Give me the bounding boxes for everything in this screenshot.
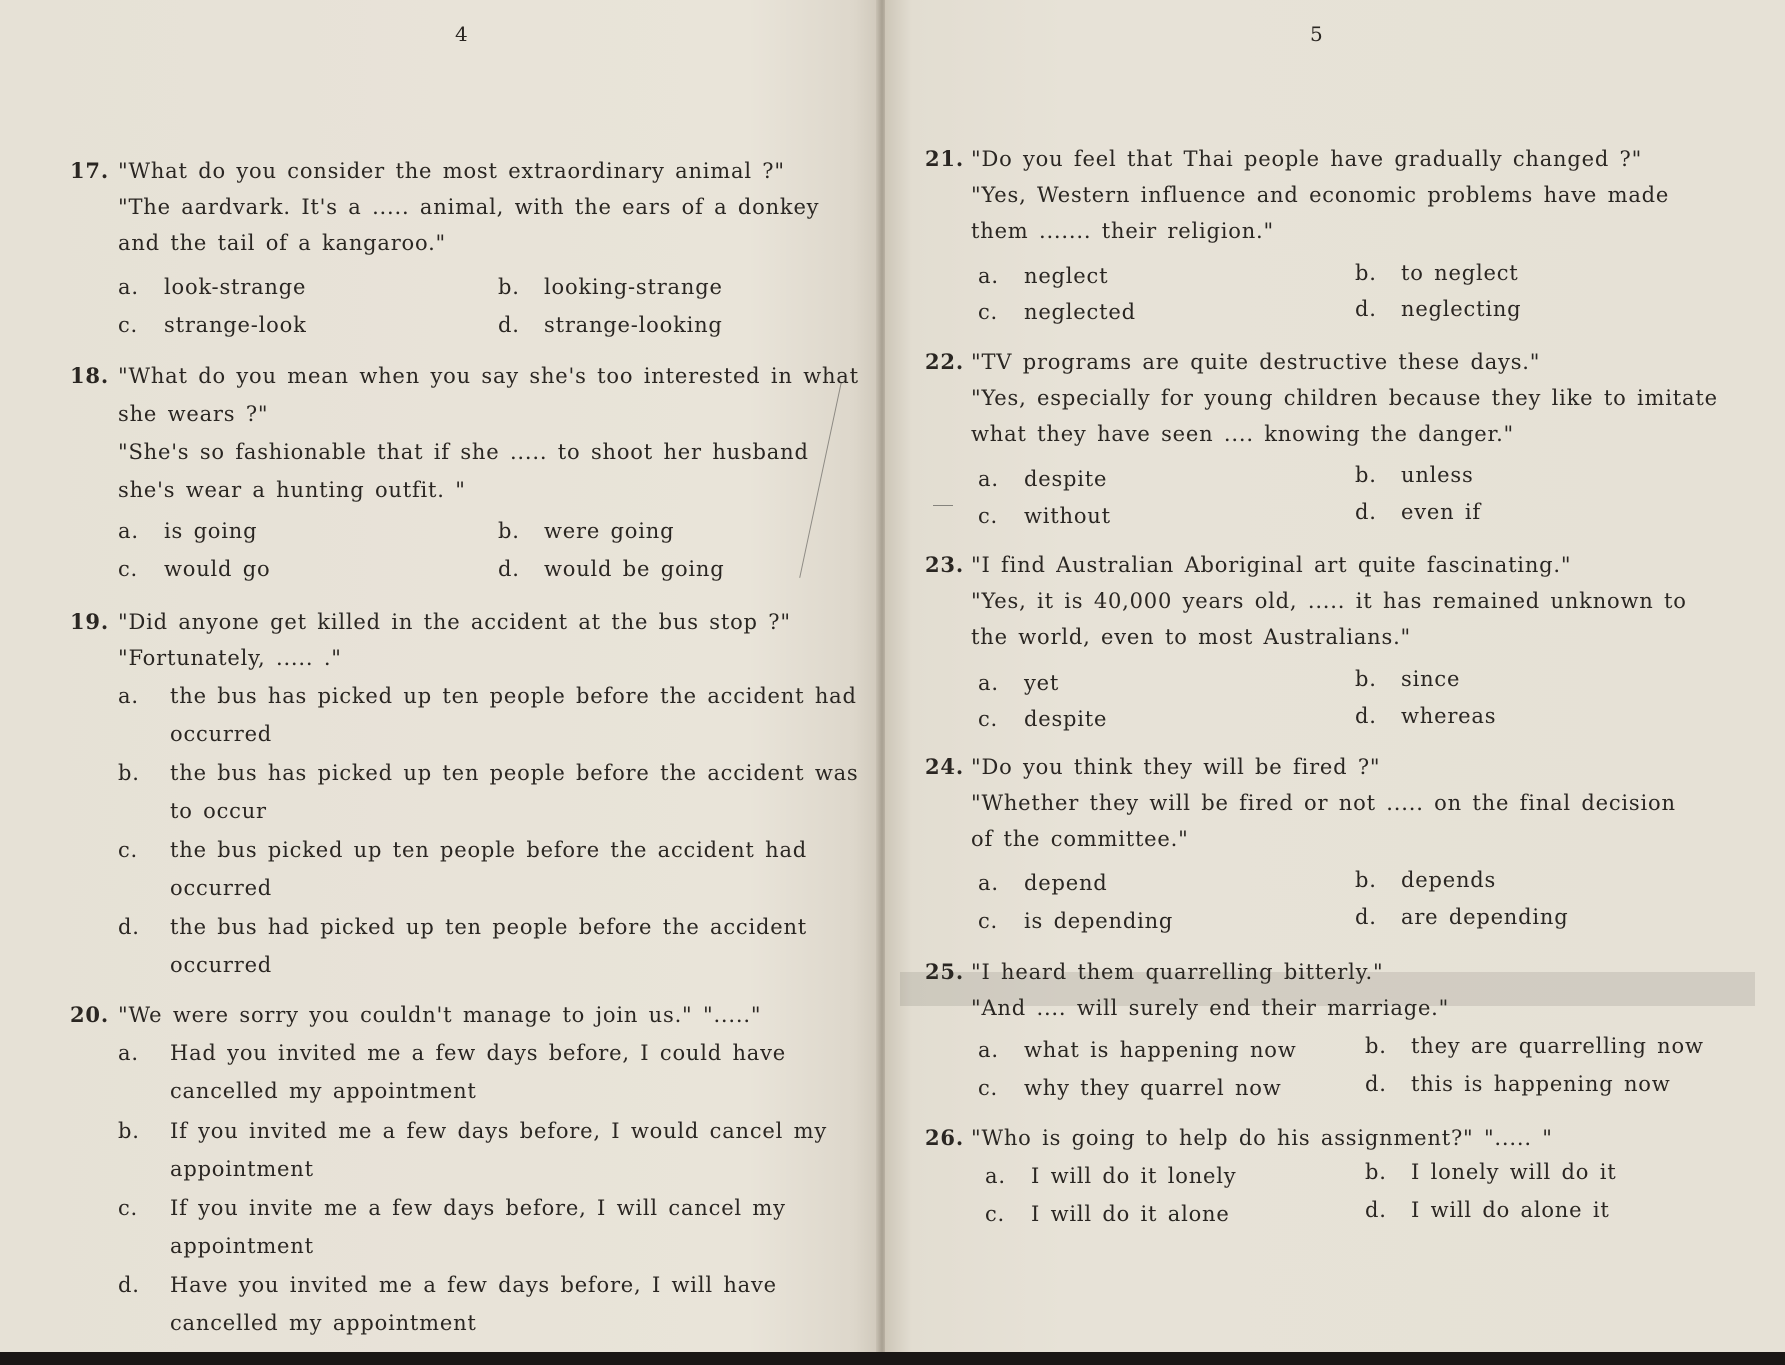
option-c: c. I will do it alone (985, 1202, 1230, 1226)
question-number: 26. (925, 1125, 964, 1150)
option-b: b. to neglect (1355, 261, 1519, 285)
question-line: "The aardvark. It's a ..... animal, with the ears of a donkey (118, 195, 820, 219)
question-line: "What do you consider the most extraordinary animal ?" (118, 159, 785, 183)
question-line: the world, even to most Australians." (971, 625, 1412, 649)
option-d: d. whereas (1355, 704, 1497, 728)
question-line: "And .... will surely end their marriage." (971, 996, 1450, 1020)
option-b: b. I lonely will do it (1365, 1160, 1617, 1184)
question-line: "Do you think they will be fired ?" (971, 755, 1381, 779)
question-line: "Fortunately, ..... ." (118, 646, 342, 670)
question-number: 25. (925, 959, 964, 984)
question-line: "Do you feel that Thai people have gradually changed ?" (971, 147, 1643, 171)
question-line: "Did anyone get killed in the accident at the bus stop ?" (118, 610, 791, 634)
question-number: 17. (70, 158, 109, 183)
question-line: "What do you mean when you say she's too interested in what (118, 364, 859, 388)
option-d: d. even if (1355, 500, 1482, 524)
page-number: 5 (1310, 22, 1324, 46)
pen-mark (799, 382, 842, 578)
option-d: d. neglecting (1355, 297, 1522, 321)
option-c: c. without (978, 504, 1111, 528)
option-c: c. would go (118, 557, 271, 581)
option-c: c. why they quarrel now (978, 1076, 1282, 1100)
question-line: "Who is going to help do his assignment?" "..... " (971, 1126, 1553, 1150)
option-c: c. is depending (978, 909, 1174, 933)
option-b: b. unless (1355, 463, 1474, 487)
option-a: a. is going (118, 519, 258, 543)
table-surface (0, 1352, 1785, 1365)
question-line: "Yes, it is 40,000 years old, ..... it has remained unknown to (971, 589, 1687, 613)
option-b: b. they are quarrelling now (1365, 1034, 1704, 1058)
left-page: 4 17. "What do you consider the most extraordinary animal ?" "The aardvark. It's a ..... animal, with the ears of a donkey and the tail of a kangaroo." a. look-strange b. looking-strange c. strange-look d. strange-looking 18. "What do you mean when you say she's too interested in what she wears ?" "She's so fashionable that if she ..... to shoot her husband she's wear a hunting outfit. " a. is going b. were going c. would go d. would be going 19. "Did anyone get killed in the accident at the bus stop ?" "Fortunately, ..... ." a. the bus has picked up ten people before the accident had occurred b. the bus has picked up ten people before the accident was to occur c. the bus picked up ten people before the accident had occurred d. the bus had picked up ten people before the accident occurred 20. "We were sorry you couldn't manage to join us." "....." a. Had you invited me a few days before, I could have cancelled my appointment b. If you invited me a few days before, I would cancel my appointment c. If you invite me a few days before, I will cancel my appointment d. Have you invited me a few days before, I will have cancelled my appointment (0, 0, 880, 1352)
question-line: them ....... their religion." (971, 219, 1274, 243)
option-c: c. despite (978, 707, 1108, 731)
question-number: 23. (925, 552, 964, 577)
option-d: d. are depending (1355, 905, 1569, 929)
question-line: "We were sorry you couldn't manage to join us." "....." (118, 1003, 762, 1027)
option-d: d. would be going (498, 557, 725, 581)
question-line: "She's so fashionable that if she ..... to shoot her husband (118, 440, 809, 464)
option-b: b. since (1355, 667, 1461, 691)
option-c: c. strange-look (118, 313, 307, 337)
question-line: "I heard them quarrelling bitterly." (971, 960, 1384, 984)
page-number: 4 (455, 22, 469, 46)
option-b: b. depends (1355, 868, 1497, 892)
question-number: 22. (925, 349, 964, 374)
pen-mark (933, 505, 953, 506)
option-c: c. neglected (978, 300, 1136, 324)
option-a: a. despite (978, 467, 1108, 491)
question-line: "TV programs are quite destructive these days." (971, 350, 1541, 374)
question-line: she wears ?" (118, 402, 269, 426)
option-a: a. look-strange (118, 275, 307, 299)
option-d: d. I will do alone it (1365, 1198, 1610, 1222)
option-a: a. depend (978, 871, 1108, 895)
question-number: 21. (925, 146, 964, 171)
option-a: a. what is happening now (978, 1038, 1297, 1062)
question-line: "Yes, especially for young children because they like to imitate (971, 386, 1718, 410)
bleed-through-band (900, 972, 1755, 1006)
question-number: 19. (70, 609, 109, 634)
question-line: "I find Australian Aboriginal art quite fascinating." (971, 553, 1572, 577)
question-number: 20. (70, 1002, 109, 1027)
question-line: she's wear a hunting outfit. " (118, 478, 466, 502)
option-a: a. neglect (978, 264, 1109, 288)
option-d: d. strange-looking (498, 313, 723, 337)
option-a: a. yet (978, 671, 1060, 695)
question-line: of the committee." (971, 827, 1189, 851)
option-b: b. looking-strange (498, 275, 723, 299)
question-line: and the tail of a kangaroo." (118, 231, 447, 255)
question-line: "Whether they will be fired or not ..... on the final decision (971, 791, 1676, 815)
option-a: a. I will do it lonely (985, 1164, 1237, 1188)
question-number: 24. (925, 754, 964, 779)
right-page (885, 0, 1785, 1352)
option-b: b. were going (498, 519, 675, 543)
question-number: 18. (70, 363, 109, 388)
question-line: "Yes, Western influence and economic problems have made (971, 183, 1670, 207)
question-line: what they have seen .... knowing the danger." (971, 422, 1515, 446)
option-d: d. this is happening now (1365, 1072, 1671, 1096)
